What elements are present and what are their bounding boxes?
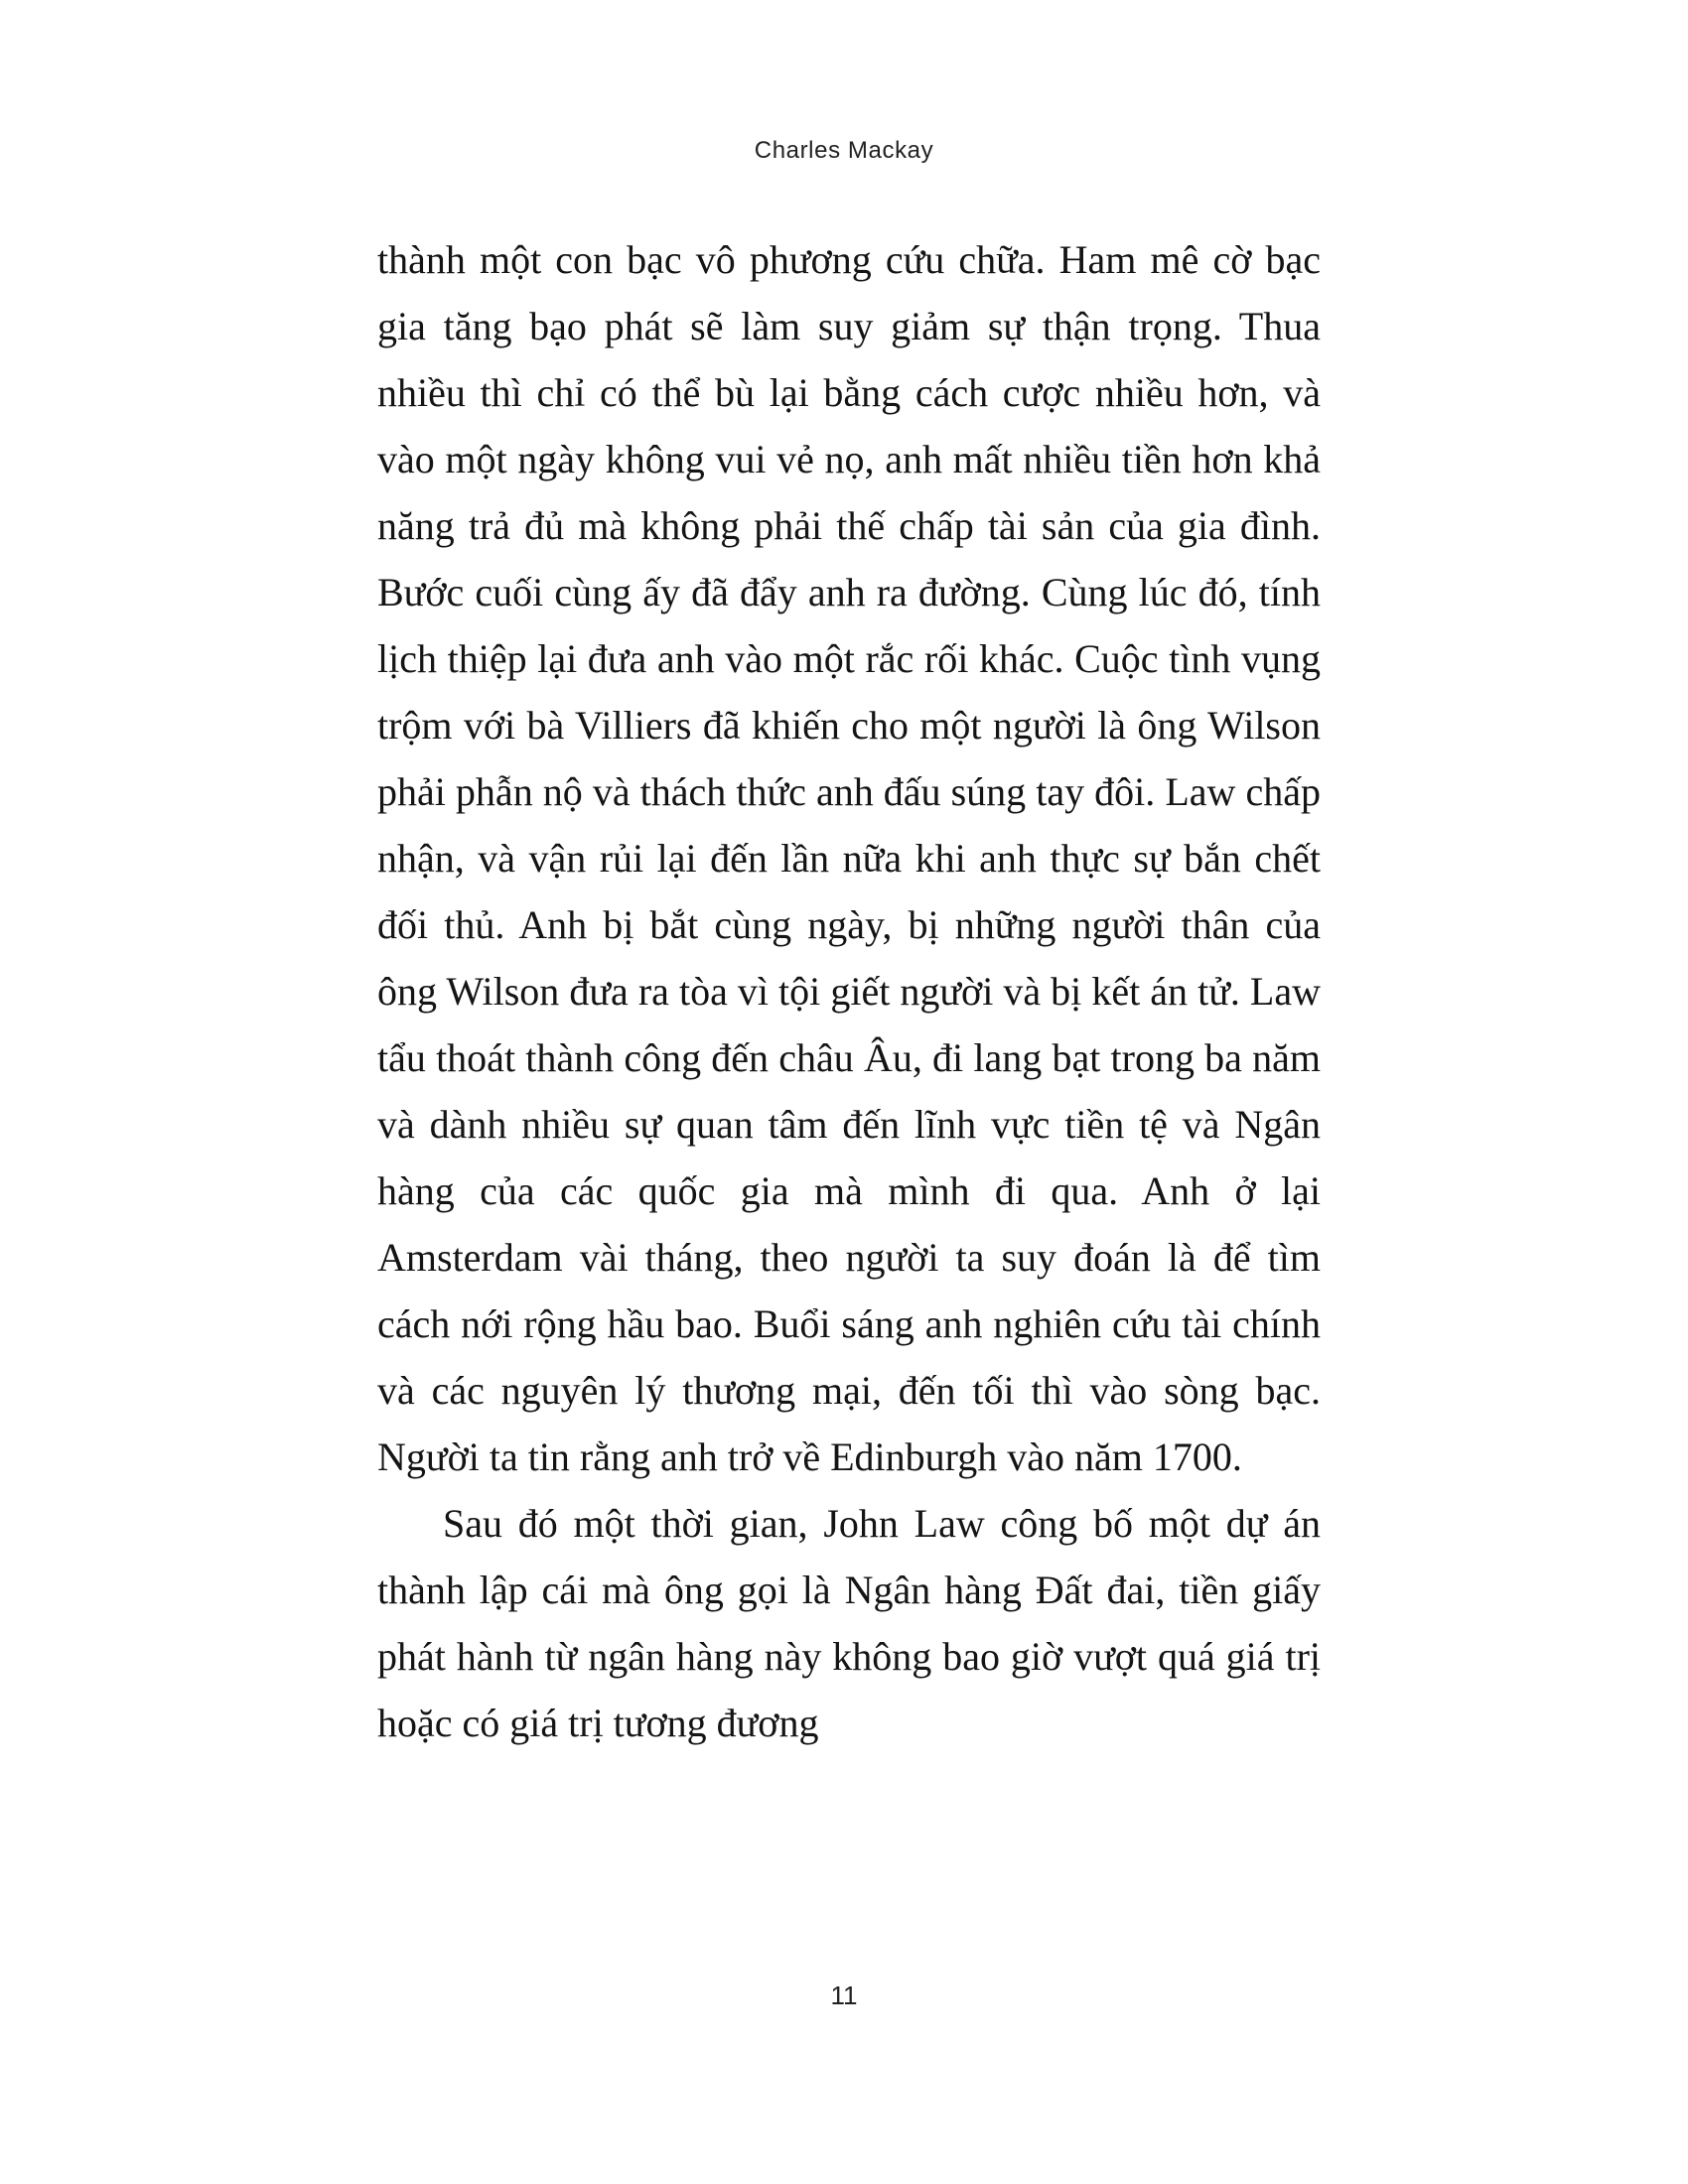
page-number: 11 [830, 1980, 858, 2010]
running-head-author: Charles Mackay [754, 137, 934, 164]
page-body-text [377, 226, 1321, 1756]
paragraph: thành một con bạc vô phương cứu chữa. Ham mê cờ bạc gia tăng bạo phát sẽ làm suy giảm sự thận trọng. Thua nhiều thì chỉ có thể bù lại bằng cách cược nhiều hơn, và vào một ngày không vui vẻ nọ, anh mất nhiều tiền hơn khả năng trả đủ mà không phải thế chấp tài sản của gia đình. Bước cuối cùng ấy đã đẩy anh ra đường. Cùng lúc đó, tính lịch thiệp lại đưa anh vào một rắc rối khác. Cuộc tình vụng trộm với bà Villiers đã khiến cho một người là ông Wilson phải phẫn nộ và thách thức anh đấu súng tay đôi. Law chấp nhận, và vận rủi lại đến lần nữa khi anh thực sự bắn chết đối thủ. Anh bị bắt cùng ngày, bị những người thân của ông Wilson đưa ra tòa vì tội giết người và bị kết án tử. Law tẩu thoát thành công đến châu Âu, đi lang bạt trong ba năm và dành nhiều sự quan tâm đến lĩnh vực tiền tệ và Ngân hàng của các quốc gia mà mình đi qua. Anh ở lại Amsterdam vài tháng, theo người ta suy đoán là để tìm cách nới rộng hầu bao. Buổi sáng anh nghiên cứu tài chính và các nguyên lý thương mại, đến tối thì vào sòng bạc. Người ta tin rằng anh trở về Edinburgh vào năm 1700. [377, 237, 1321, 1479]
paragraph: Sau đó một thời gian, John Law công bố một dự án thành lập cái mà ông gọi là Ngân hàng Đất đai, tiền giấy phát hành từ ngân hàng này không bao giờ vượt quá giá trị hoặc có giá trị tương đương [377, 1501, 1321, 1745]
